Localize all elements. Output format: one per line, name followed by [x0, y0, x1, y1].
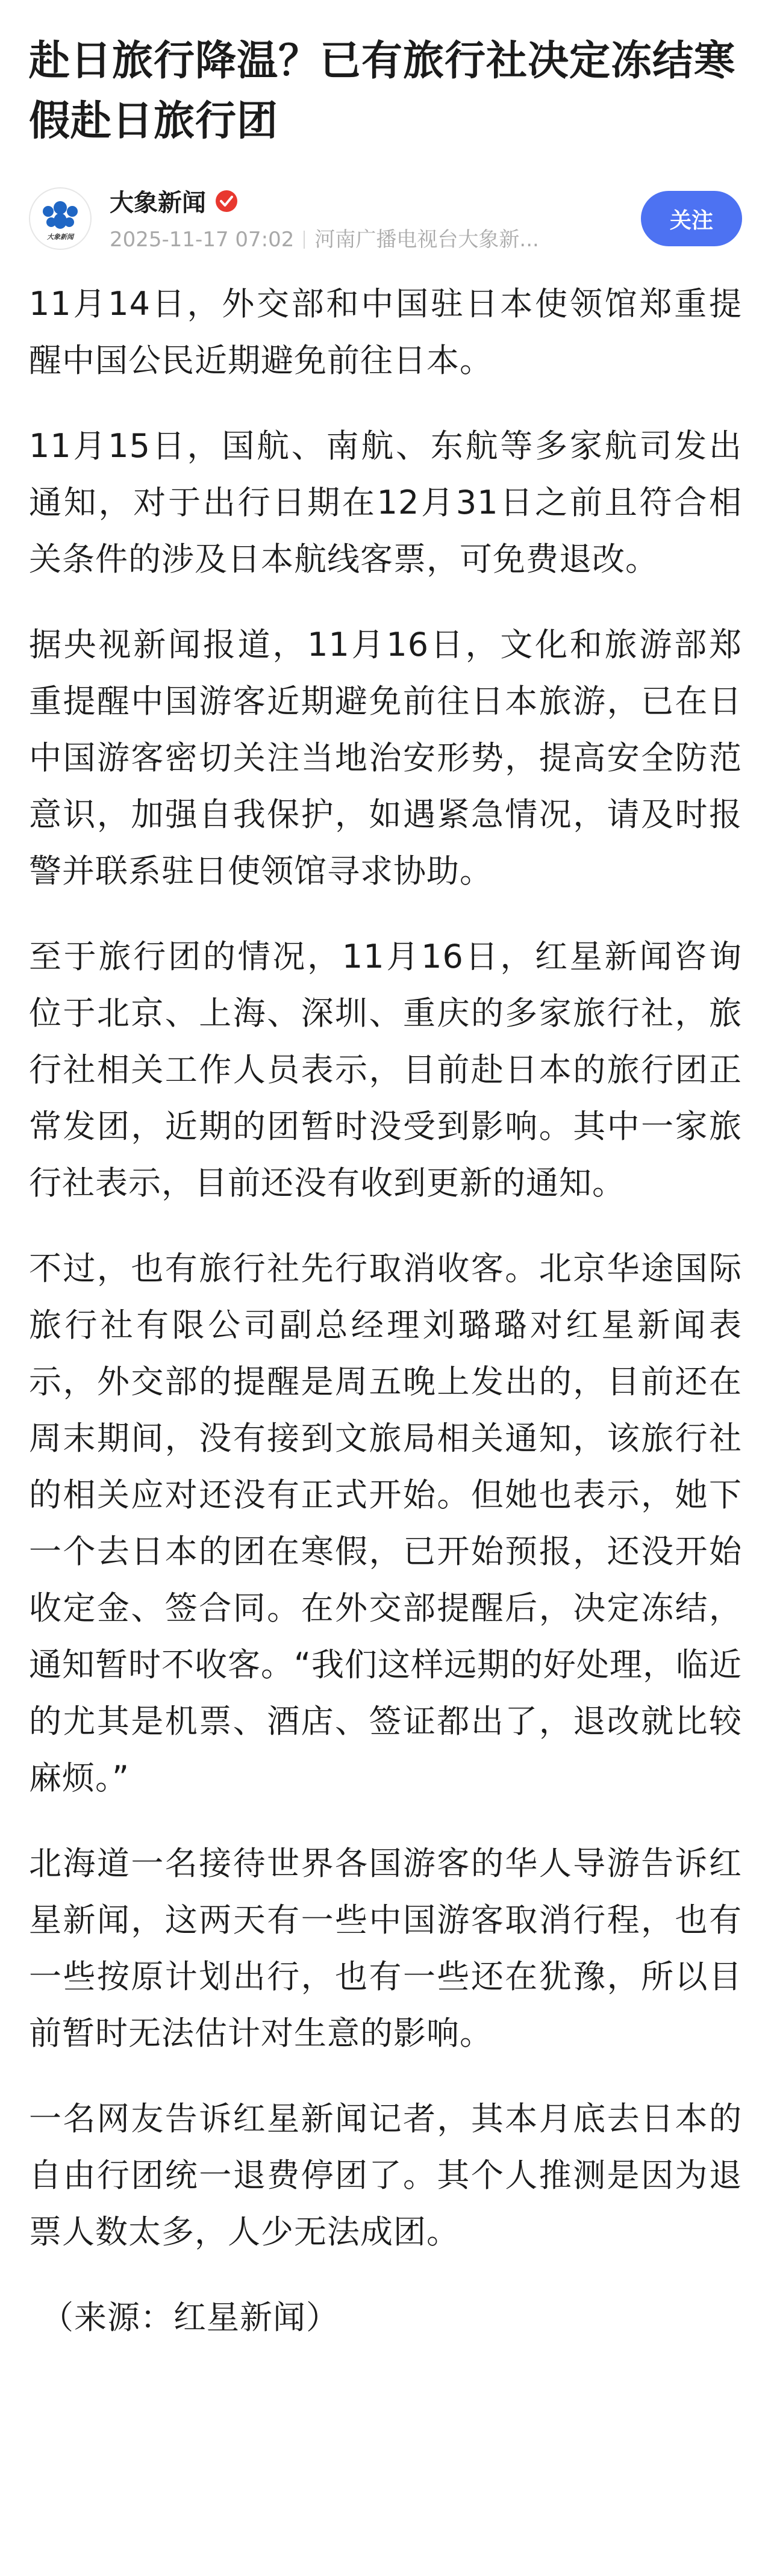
meta-divider: [304, 231, 305, 249]
article-body: [29, 276, 742, 2346]
author-avatar[interactable]: [29, 187, 92, 250]
author-name[interactable]: 大象新闻: [110, 189, 206, 217]
article-title: 赴日旅行降温？已有旅行社决定冻结寒假赴日旅行团: [29, 37, 736, 145]
elephant-logo-icon: [35, 193, 86, 244]
author-name-line: [110, 185, 629, 217]
paragraph-6: 北海道一名接待世界各国游客的华人导游告诉红星新闻，这两天有一些中国游客取消行程，也有一些按原计划出行，也有一些还在犹豫，所以目前暂时无法估计对生意的影响。: [29, 1844, 742, 2052]
author-bar: [29, 185, 742, 252]
follow-button[interactable]: 关注: [641, 191, 742, 246]
paragraph-5: 不过，也有旅行社先行取消收客。北京华途国际旅行社有限公司副总经理刘璐璐对红星新闻表示，外交部的提醒是周五晚上发出的，目前还在周末期间，没有接到文旅局相关通知，该旅行社的相关应对还没有正式开始。但她也表示，她下一个去日本的团在寒假，已开始预报，还没开始收定金、签合同。在外交部提醒后，决定冻结，通知暂时不收客。“我们这样远期的好处理，临近的尤其是机票、酒店、签证都出了，退改就比较麻烦。”: [29, 1249, 742, 1797]
paragraph-3: 据央视新闻报道，11月16日，文化和旅游部郑重提醒中国游客近期避免前往日本旅游，已在日中国游客密切关注当地治安形势，提高安全防范意识，加强自我保护，如遇紧急情况，请及时报警并联系驻日使领馆寻求协助。: [29, 626, 742, 890]
paragraph-7: 一名网友告诉红星新闻记者，其本月底去日本的自由行团统一退费停团了。其个人推测是因为退票人数太多，人少无法成团。: [29, 2100, 742, 2251]
source-note: （来源：红星新闻）: [41, 2298, 339, 2336]
publish-info: [110, 223, 567, 252]
paragraph-4: 至于旅行团的情况，11月16日，红星新闻咨询位于北京、上海、深圳、重庆的多家旅行社，旅行社相关工作人员表示，目前赴日本的旅行团正常发团，近期的团暂时没受到影响。其中一家旅行社表示，目前还没有收到更新的通知。: [29, 938, 742, 1202]
publish-datetime: 2025-11-17 07:02: [110, 227, 295, 252]
verified-badge-icon: [214, 189, 239, 213]
paragraph-1: 11月14日，外交部和中国驻日本使领馆郑重提醒中国公民近期避免前往日本。: [29, 285, 742, 379]
logo-caption: 大象新闻: [47, 233, 73, 241]
source-organization: 河南广播电视台大象新...: [314, 227, 539, 252]
author-meta: [110, 185, 629, 252]
paragraph-2: 11月15日，国航、南航、东航等多家航司发出通知，对于出行日期在12月31日之前且符合相关条件的涉及日本航线客票，可免费退改。: [29, 427, 742, 578]
